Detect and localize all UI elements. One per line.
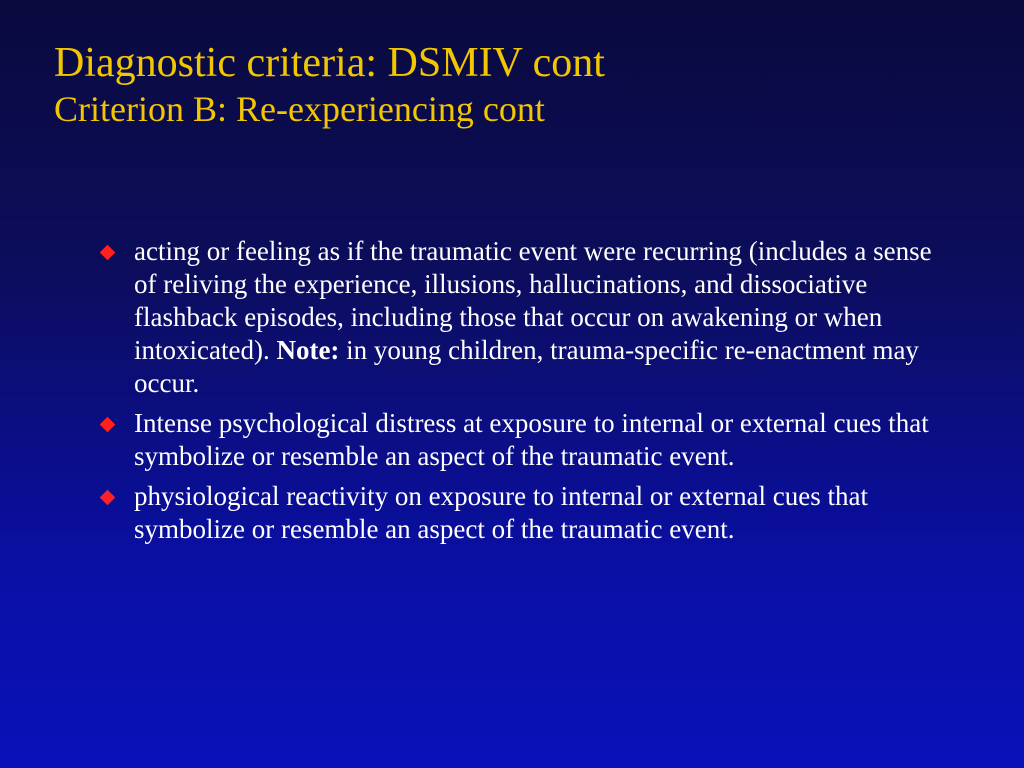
- bullet-item: [96, 480, 936, 546]
- note-text: in young children, trauma-specific re-enactment may occur.: [134, 335, 919, 398]
- bullet-text: Intense psychological distress at exposure to internal or external cues that symbolize or resemble an aspect of the traumatic event.: [134, 408, 929, 471]
- diamond-bullet-icon: [100, 417, 116, 433]
- note-label: Note:: [276, 335, 340, 365]
- bullet-list: [96, 235, 936, 553]
- diamond-bullet-icon: [100, 490, 116, 506]
- title-block: [54, 38, 984, 130]
- bullet-text: acting or feeling as if the traumatic event were recurring (includes a sense of reliving the experience, illusions, hallucinations, and dissociative flashback episodes, including those that occur on awakening or when intoxicated).: [134, 236, 932, 365]
- bullet-item: [96, 235, 936, 400]
- diamond-bullet-icon: [100, 245, 116, 261]
- slide-subtitle: Criterion B: Re-experiencing cont: [54, 89, 545, 129]
- bullet-item: [96, 407, 936, 473]
- bullet-text: physiological reactivity on exposure to internal or external cues that symbolize or resemble an aspect of the traumatic event.: [134, 481, 869, 544]
- slide-title: Diagnostic criteria: DSMIV cont: [54, 40, 605, 86]
